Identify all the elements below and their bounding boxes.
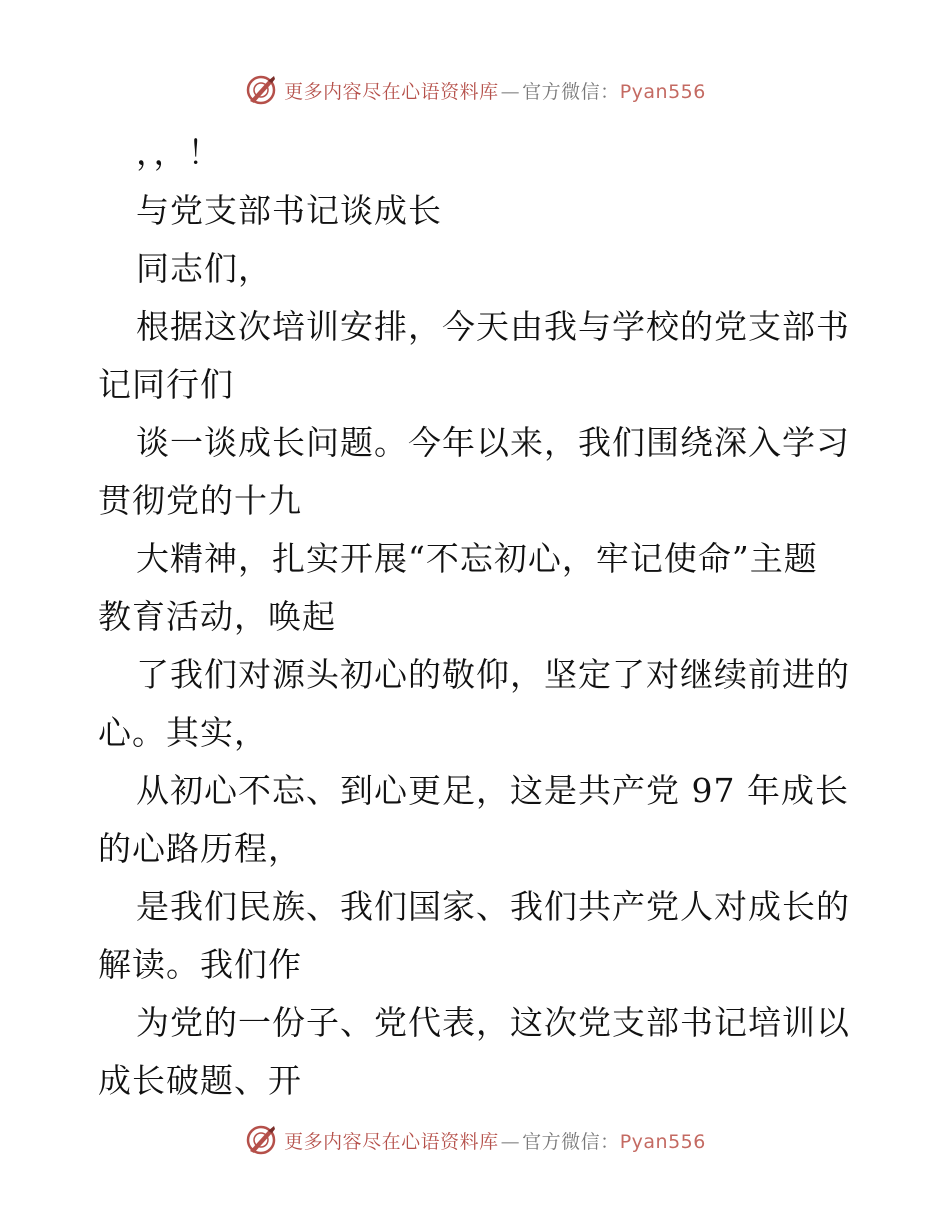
body-line: 大精神，扎实开展“不忘初心，牢记使命”主题 bbox=[136, 539, 818, 578]
body-line: 的心路历程， bbox=[98, 829, 302, 868]
footer-separator: — bbox=[500, 1130, 521, 1153]
body-line: 是我们民族、我们国家、我们共产党人对成长的 bbox=[136, 887, 850, 926]
body-line: 根据这次培训安排，今天由我与学校的党支部书 bbox=[136, 307, 850, 346]
header-site-text: 更多内容尽在心语资料库 bbox=[284, 80, 499, 103]
header-banner bbox=[0, 70, 950, 110]
pen-logo-icon bbox=[244, 73, 278, 107]
body-line: 教育活动，唤起 bbox=[98, 597, 336, 636]
pen-logo-icon bbox=[244, 1123, 278, 1157]
footer-banner bbox=[0, 1120, 950, 1160]
header-wechat-id: Pyan556 bbox=[619, 80, 706, 103]
body-line: 解读。我们作 bbox=[98, 945, 302, 984]
body-line: 贯彻党的十九 bbox=[98, 481, 302, 520]
body-line: 记同行们 bbox=[98, 365, 234, 404]
footer-site-text: 更多内容尽在心语资料库 bbox=[284, 1130, 499, 1153]
body-line: 谈一谈成长问题。今年以来，我们围绕深入学习 bbox=[136, 423, 850, 462]
header-text bbox=[284, 77, 706, 104]
footer-wechat-label: 官方微信： bbox=[522, 1130, 620, 1153]
document-title: 与党支部书记谈成长 bbox=[136, 191, 442, 230]
body-line: 心。其实， bbox=[98, 713, 268, 752]
body-line: ，，！ bbox=[136, 133, 222, 172]
body-line: 从初心不忘、到心更足，这是共产党 97 年成长 bbox=[136, 771, 849, 810]
body-line: 为党的一份子、党代表，这次党支部书记培训以 bbox=[136, 1003, 850, 1042]
footer-text bbox=[284, 1127, 706, 1154]
footer-wechat-id: Pyan556 bbox=[619, 1130, 706, 1153]
header-separator: — bbox=[500, 80, 521, 103]
body-line: 了我们对源头初心的敬仰，坚定了对继续前进的 bbox=[136, 655, 850, 694]
document-body bbox=[98, 124, 858, 1110]
header-wechat-label: 官方微信： bbox=[522, 80, 620, 103]
body-line: 成长破题、开 bbox=[98, 1061, 302, 1100]
salutation: 同志们， bbox=[136, 249, 272, 288]
